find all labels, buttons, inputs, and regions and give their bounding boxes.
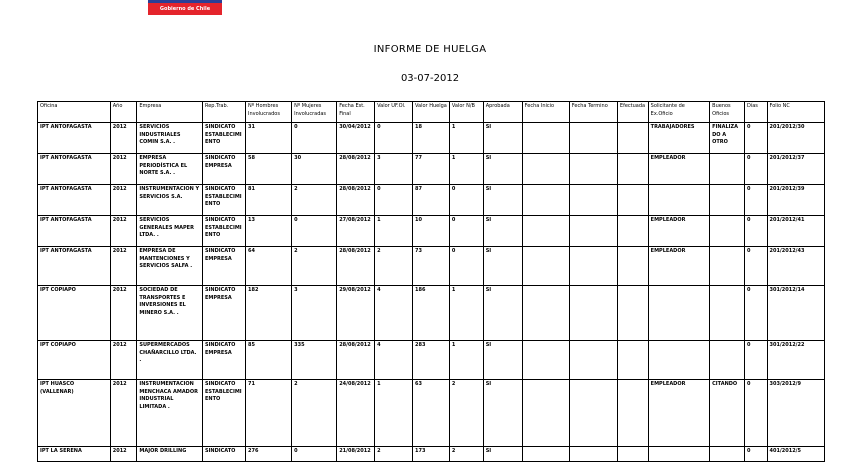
table-cell: IPT ANTOFAGASTA	[38, 154, 111, 185]
table-cell: 276	[246, 447, 292, 462]
table-cell: 28/08/2012	[337, 247, 375, 286]
table-cell: 0	[744, 123, 767, 154]
table-cell: 28/08/2012	[337, 185, 375, 216]
table-cell: IPT ANTOFAGASTA	[38, 247, 111, 286]
table-cell	[617, 447, 648, 462]
table-cell: SERVICIOS GENERALES MAPER LTDA. .	[137, 216, 203, 247]
table-cell: 2	[375, 247, 413, 286]
table-cell: SINDICATO ESTABLECIMIENTO	[202, 216, 245, 247]
table-cell: 0	[744, 380, 767, 447]
table-cell: IPT HUASCO (VALLENAR)	[38, 380, 111, 447]
col-header: Fecha Inicio	[522, 102, 569, 123]
table-cell	[710, 216, 745, 247]
table-cell: 0	[449, 247, 483, 286]
table-cell: 1	[375, 216, 413, 247]
col-header: Folio NC	[767, 102, 825, 123]
table-cell: INSTRUMENTACION MENCHACA AMADOR INDUSTRIAL LIMITADA .	[137, 380, 203, 447]
table-cell	[617, 123, 648, 154]
table-cell: 1	[375, 380, 413, 447]
table-cell: SINDICATO EMPRESA	[202, 247, 245, 286]
table-cell	[648, 286, 709, 341]
table-header-row	[38, 102, 825, 123]
table-cell: 0	[744, 447, 767, 462]
table-cell	[522, 447, 569, 462]
table-cell: 201/2012/39	[767, 185, 825, 216]
table-cell: 58	[246, 154, 292, 185]
table-cell: 0	[375, 185, 413, 216]
table-cell: 4	[375, 341, 413, 380]
table-cell: SINDICATO EMPRESA	[202, 286, 245, 341]
table-cell: 2012	[110, 123, 137, 154]
table-cell: IPT ANTOFAGASTA	[38, 185, 111, 216]
table-cell: SI	[483, 185, 522, 216]
table-cell	[617, 247, 648, 286]
table-row	[38, 447, 825, 462]
table-cell	[648, 341, 709, 380]
table-cell	[617, 216, 648, 247]
table-cell	[522, 286, 569, 341]
table-cell: SI	[483, 286, 522, 341]
table-cell: 73	[413, 247, 450, 286]
table-cell: IPT LA SERENA	[38, 447, 111, 462]
table-cell: TRABAJADORES	[648, 123, 709, 154]
table-cell: EMPRESA PERIODÍSTICA EL NORTE S.A. .	[137, 154, 203, 185]
table-cell: 201/2012/43	[767, 247, 825, 286]
table-cell	[710, 154, 745, 185]
table-cell: 81	[246, 185, 292, 216]
table-cell: 2012	[110, 286, 137, 341]
table-cell: SUPERMERCADOS CHAÑARCILLO LTDA. .	[137, 341, 203, 380]
table-cell	[648, 185, 709, 216]
col-header: Valor N/B	[449, 102, 483, 123]
table-cell: 335	[292, 341, 337, 380]
table-cell: 3	[292, 286, 337, 341]
col-header: Nº Hombres Involucrados	[246, 102, 292, 123]
table-cell: 2	[292, 380, 337, 447]
table-cell: 63	[413, 380, 450, 447]
table-cell: 2	[449, 380, 483, 447]
table-cell: 0	[449, 185, 483, 216]
table-cell: 24/08/2012	[337, 380, 375, 447]
table-cell: 1	[449, 154, 483, 185]
col-header: Rep.Trab.	[202, 102, 245, 123]
table-cell: 4	[375, 286, 413, 341]
col-header: Fecha Est. Final	[337, 102, 375, 123]
table-row	[38, 216, 825, 247]
table-cell: SINDICATO ESTABLECIMIENTO	[202, 123, 245, 154]
table-cell: EMPLEADOR	[648, 247, 709, 286]
table-cell: 0	[744, 247, 767, 286]
table-cell: 29/08/2012	[337, 286, 375, 341]
table-cell	[569, 447, 617, 462]
table-cell: 2012	[110, 154, 137, 185]
table-cell	[617, 154, 648, 185]
table-cell: 2012	[110, 216, 137, 247]
table-cell: 301/2012/22	[767, 341, 825, 380]
table-cell: 2012	[110, 247, 137, 286]
table-cell: 31	[246, 123, 292, 154]
table-cell	[710, 185, 745, 216]
table-cell: 3	[375, 154, 413, 185]
table-cell: 27/08/2012	[337, 216, 375, 247]
table-cell: 30	[292, 154, 337, 185]
table-cell: IPT COPIAPO	[38, 341, 111, 380]
table-cell: SI	[483, 154, 522, 185]
table-cell	[522, 341, 569, 380]
table-row	[38, 286, 825, 341]
table-cell	[648, 447, 709, 462]
table-cell: 85	[246, 341, 292, 380]
table-cell: SI	[483, 247, 522, 286]
table-cell	[710, 247, 745, 286]
table-cell: 0	[744, 341, 767, 380]
table-cell	[617, 185, 648, 216]
table-cell: 87	[413, 185, 450, 216]
col-header: Año	[110, 102, 137, 123]
report-date: 03-07-2012	[400, 73, 460, 84]
col-header: Nº Mujeres Involucradas	[292, 102, 337, 123]
table-cell: 201/2012/37	[767, 154, 825, 185]
table-cell: 2	[292, 247, 337, 286]
table-cell	[569, 123, 617, 154]
table-cell: EMPLEADOR	[648, 154, 709, 185]
table-cell: IPT ANTOFAGASTA	[38, 123, 111, 154]
table-cell: 77	[413, 154, 450, 185]
table-cell: 303/2012/9	[767, 380, 825, 447]
table-row	[38, 341, 825, 380]
table-cell: 0	[744, 286, 767, 341]
table-cell	[710, 286, 745, 341]
table-cell	[522, 247, 569, 286]
table-cell: 0	[744, 185, 767, 216]
table-cell: EMPRESA DE MANTENCIONES Y SERVICIOS SALFA .	[137, 247, 203, 286]
table-cell: INSTRUMENTACION Y SERVICIOS S.A.	[137, 185, 203, 216]
table-cell: 0	[449, 216, 483, 247]
table-cell: 2012	[110, 185, 137, 216]
table-cell: 28/08/2012	[337, 341, 375, 380]
report-title: INFORME DE HUELGA	[373, 44, 487, 55]
table-cell: 401/2012/5	[767, 447, 825, 462]
table-cell: 283	[413, 341, 450, 380]
table-cell	[569, 286, 617, 341]
table-cell: 201/2012/41	[767, 216, 825, 247]
table-cell: 2	[449, 447, 483, 462]
table-cell: 13	[246, 216, 292, 247]
logo-text: Gobierno de Chile	[148, 3, 222, 15]
table-cell	[522, 185, 569, 216]
table-cell: 2012	[110, 447, 137, 462]
table-cell: FINALIZADO A OTRO	[710, 123, 745, 154]
table-cell	[569, 341, 617, 380]
table-cell: 30/04/2012	[337, 123, 375, 154]
table-cell	[569, 185, 617, 216]
table-cell: 18	[413, 123, 450, 154]
col-header: Valor Huelga	[413, 102, 450, 123]
table-cell: 2012	[110, 341, 137, 380]
table-cell	[617, 380, 648, 447]
table-cell: MAJOR DRILLING	[137, 447, 203, 462]
table-cell: SINDICATO ESTABLECIMIENTO	[202, 380, 245, 447]
table-row	[38, 247, 825, 286]
table-cell: 1	[449, 123, 483, 154]
table-cell: SI	[483, 341, 522, 380]
table-cell: 0	[292, 216, 337, 247]
table-cell: IPT COPIAPO	[38, 286, 111, 341]
table-cell: 201/2012/30	[767, 123, 825, 154]
table-cell: 301/2012/14	[767, 286, 825, 341]
table-cell: SINDICATO EMPRESA	[202, 341, 245, 380]
table-cell: CITANDO	[710, 380, 745, 447]
table-cell	[710, 447, 745, 462]
table-row	[38, 185, 825, 216]
table-cell: 71	[246, 380, 292, 447]
table-cell: SOCIEDAD DE TRANSPORTES E INVERSIONES EL MINERO S.A. .	[137, 286, 203, 341]
col-header: Fecha Termino	[569, 102, 617, 123]
col-header: Valor UF.Ol.	[375, 102, 413, 123]
col-header: Oficina	[38, 102, 111, 123]
table-cell: EMPLEADOR	[648, 216, 709, 247]
table-cell: SI	[483, 216, 522, 247]
table-cell: 182	[246, 286, 292, 341]
table-row	[38, 123, 825, 154]
table-cell: 0	[744, 216, 767, 247]
table-cell	[617, 341, 648, 380]
table-cell: 1	[449, 341, 483, 380]
table-cell: SI	[483, 380, 522, 447]
strike-report-table	[37, 101, 825, 462]
table-cell: 2	[292, 185, 337, 216]
government-logo	[148, 0, 222, 15]
col-header: Solicitante de Ex.Oficio	[648, 102, 709, 123]
col-header: Efectuada	[617, 102, 648, 123]
table-cell: SINDICATO ESTABLECIMIENTO	[202, 185, 245, 216]
table-cell	[522, 380, 569, 447]
table-cell	[569, 216, 617, 247]
table-row	[38, 380, 825, 447]
table-cell	[522, 154, 569, 185]
table-cell: SINDICATO	[202, 447, 245, 462]
table-cell: 0	[744, 154, 767, 185]
table-cell: SI	[483, 123, 522, 154]
table-cell: 2	[375, 447, 413, 462]
table-cell: 173	[413, 447, 450, 462]
table-cell	[569, 380, 617, 447]
table-cell	[569, 247, 617, 286]
table-cell: SINDICATO EMPRESA	[202, 154, 245, 185]
table-cell: 21/08/2012	[337, 447, 375, 462]
col-header: Empresa	[137, 102, 203, 123]
table-cell: SERVICIOS INDUSTRIALES COMIN S.A. .	[137, 123, 203, 154]
table-cell: IPT ANTOFAGASTA	[38, 216, 111, 247]
col-header: Buenos Oficios	[710, 102, 745, 123]
table-cell	[522, 123, 569, 154]
table-cell: 0	[292, 123, 337, 154]
table-cell: SI	[483, 447, 522, 462]
table-cell: 0	[292, 447, 337, 462]
table-cell	[569, 154, 617, 185]
table-cell: 10	[413, 216, 450, 247]
table-cell: 0	[375, 123, 413, 154]
col-header: Días	[744, 102, 767, 123]
table-cell: 186	[413, 286, 450, 341]
table-cell: 2012	[110, 380, 137, 447]
table-cell	[617, 286, 648, 341]
table-cell: EMPLEADOR	[648, 380, 709, 447]
table-cell: 64	[246, 247, 292, 286]
table-cell	[522, 216, 569, 247]
table-cell: 28/08/2012	[337, 154, 375, 185]
table-row	[38, 154, 825, 185]
table-cell: 1	[449, 286, 483, 341]
col-header: Aprobada	[483, 102, 522, 123]
table-cell	[710, 341, 745, 380]
